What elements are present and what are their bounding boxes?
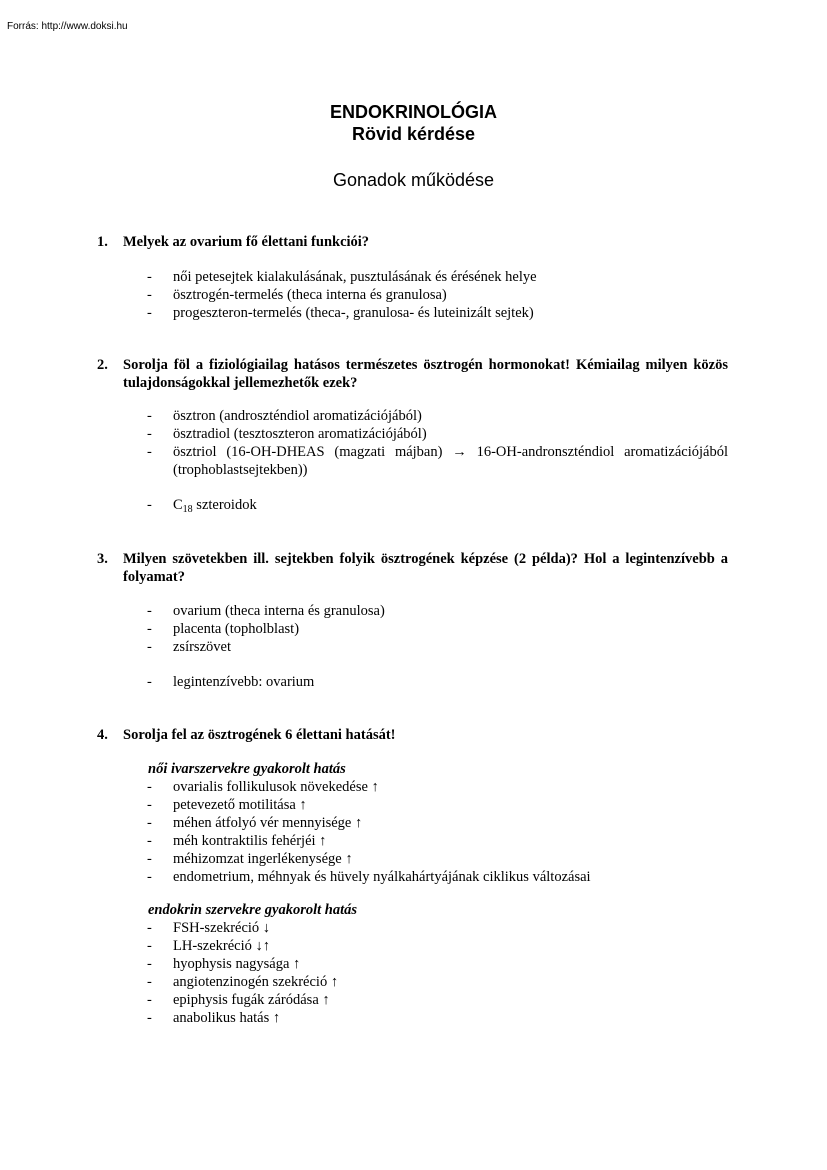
question-text: Sorolja föl a fiziológiailag hatásos természetes ösztrogén hormonokat! Kémiailag milyen közös tulajdonságokkal jellemezhetők ezek? [123,357,728,391]
question-text: Milyen szövetekben ill. sejtekben folyik ösztrogének képzése (2 példa)? Hol a legintenzívebb a folyamat? [123,551,728,585]
dash-bullet: - [147,938,152,954]
dash-bullet: - [147,305,152,321]
list-item-text: ösztron (androszténdiol aromatizációjából) [173,408,422,424]
list-item [145,937,728,955]
list-item-text: ösztrogén-termelés (theca interna és granulosa) [173,287,447,303]
source-note: Forrás: http://www.doksi.hu [7,21,128,32]
list-item-text: méh kontraktilis fehérjéi ↑ [173,833,327,849]
group-heading: endokrin szervekre gyakorolt hatás [148,902,358,918]
answer-list-3 [145,602,728,656]
list-item [145,1009,728,1027]
page-subtitle: Rövid kérdése [351,124,476,144]
list-item [145,286,728,304]
list-item [145,304,728,322]
list-item [145,814,728,832]
list-item [145,673,728,691]
question-text: Melyek az ovarium fő élettani funkciói? [123,234,370,250]
answer-list-2 [145,407,728,479]
list-item-text: ösztriol (16-OH-DHEAS (magzati májban) → 16-OH-andronszténdiol aromatizációjából (trophoblastsejtekben)) [173,444,728,478]
list-item-text: hyophysis nagysága ↑ [173,956,301,972]
list-item [145,443,728,479]
page-title: ENDOKRINOLÓGIA [329,102,497,122]
list-item [145,425,728,443]
list-item [145,496,728,519]
list-item-text: méhen átfolyó vér mennyisége ↑ [173,815,363,831]
list-item [145,973,728,991]
list-item [145,850,728,868]
list-item-text: női petesejtek kialakulásának, pusztulásának és érésének helye [173,269,537,285]
formula-base: C [173,497,183,513]
dash-bullet: - [147,497,152,513]
answer-list-4a [145,760,728,886]
list-item-text: legintenzívebb: ovarium [173,674,315,690]
dash-bullet: - [147,797,152,813]
dash-bullet: - [147,287,152,303]
list-item-text: ösztradiol (tesztoszteron aromatizációjából) [173,426,427,442]
list-item [145,991,728,1009]
dash-bullet: - [147,779,152,795]
question-number: 2. [97,357,108,373]
list-item [145,268,728,286]
question-text: Sorolja fel az ösztrogének 6 élettani hatását! [123,727,396,743]
dash-bullet: - [147,639,152,655]
list-item-text: anabolikus hatás ↑ [173,1010,281,1026]
answer-list-1 [145,268,728,322]
list-item-text: petevezető motilitása ↑ [173,797,307,813]
list-item-text: angiotenzinogén szekréció ↑ [173,974,339,990]
dash-bullet: - [147,833,152,849]
dash-bullet: - [147,992,152,1008]
list-item [145,832,728,850]
question-1 [97,233,728,251]
list-item [145,620,728,638]
list-item-text: FSH-szekréció ↓ [173,920,271,936]
list-item-text: méhizomzat ingerlékenysége ↑ [173,851,353,867]
list-item [145,602,728,620]
formula-subscript: 18 [182,504,193,515]
list-item [145,796,728,814]
list-item-text: LH-szekréció ↓↑ [173,938,271,954]
question-2 [97,356,728,392]
list-item-text: progeszteron-termelés (theca-, granulosa- és luteinizált sejtek) [173,305,534,321]
dash-bullet: - [147,869,152,885]
question-3 [97,550,728,586]
list-item-text: ovarium (theca interna és granulosa) [173,603,385,619]
list-item [145,955,728,973]
answer-list-4b [145,901,728,1027]
question-4 [97,726,728,744]
answer-list-2-extra [145,496,728,519]
list-item [145,778,728,796]
list-item-text: ovarialis follikulusok növekedése ↑ [173,779,379,795]
answer-list-3-extra [145,673,728,691]
list-item-text: zsírszövet [173,639,231,655]
group-heading: női ivarszervekre gyakorolt hatás [148,761,346,777]
dash-bullet: - [147,815,152,831]
formula-rest: szteroidok [192,497,257,513]
list-item-text: epiphysis fugák záródása ↑ [173,992,330,1008]
list-item [145,919,728,937]
dash-bullet: - [147,1010,152,1026]
question-number: 4. [97,727,108,743]
dash-bullet: - [147,621,152,637]
dash-bullet: - [147,269,152,285]
list-item-text: placenta (topholblast) [173,621,300,637]
dash-bullet: - [147,851,152,867]
dash-bullet: - [147,426,152,442]
question-number: 3. [97,551,108,567]
page-topic: Gonadok működése [332,170,495,190]
dash-bullet: - [147,956,152,972]
dash-bullet: - [147,674,152,690]
question-number: 1. [97,234,108,250]
list-item [145,407,728,425]
list-item [145,868,728,886]
dash-bullet: - [147,408,152,424]
dash-bullet: - [147,444,152,460]
dash-bullet: - [147,974,152,990]
list-item [145,638,728,656]
dash-bullet: - [147,603,152,619]
list-item-text: endometrium, méhnyak és hüvely nyálkahártyájának ciklikus változásai [173,869,591,885]
dash-bullet: - [147,920,152,936]
